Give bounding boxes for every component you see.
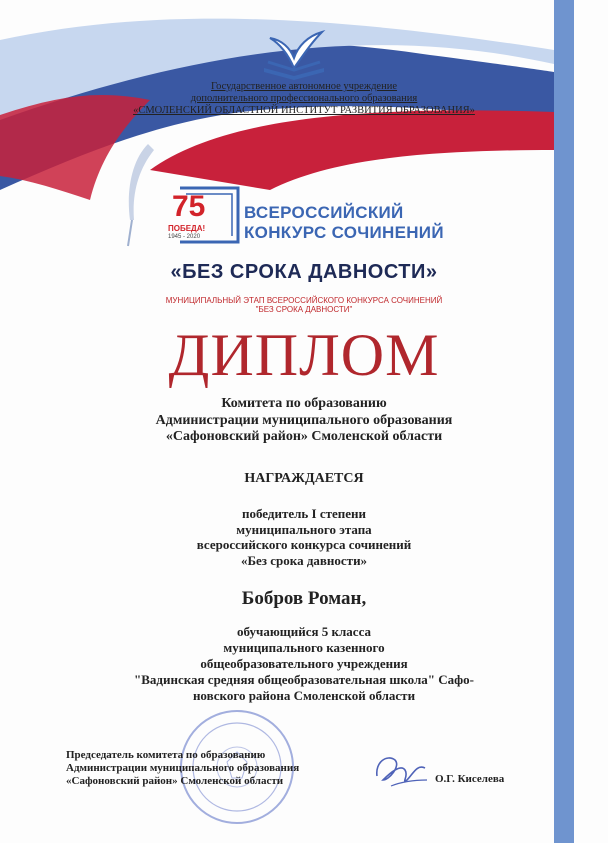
victory-years: 1945 - 2020 (168, 234, 201, 240)
reason-line-2: муниципального этапа (236, 521, 372, 537)
victory-word: ПОБЕДА! (168, 224, 206, 233)
institute-line-3: «СМОЛЕНСКИЙ ОБЛАСТНОЙ ИНСТИТУТ РАЗВИТИЯ ОБРАЗОВАНИЯ» (133, 105, 475, 116)
student-info (0, 624, 608, 704)
signer-name: О.Г. Киселева (435, 773, 505, 785)
student-line-4: "Вадинская средняя общеобразовательная школа" Сафо- (134, 672, 474, 687)
reason-line-1: победитель I степени (241, 506, 367, 521)
signatory-line-2: Администрации муниципального образования (66, 762, 300, 774)
winner-name: Бобров Роман, (241, 588, 367, 609)
awarded-heading: НАГРАЖДАЕТСЯ (244, 471, 364, 486)
award-reason (0, 506, 608, 568)
student-line-5: новского района Смоленской области (192, 688, 416, 703)
institute-emblem-icon (258, 30, 330, 80)
signatory-line-3: «Сафоновский район» Смоленской области (66, 775, 284, 787)
student-line-3: общеобразовательного учреждения (200, 656, 408, 671)
victory-number: 75 (172, 190, 206, 223)
contest-title-line-1: ВСЕРОССИЙСКИЙ (244, 203, 404, 222)
issuer-block (0, 396, 608, 446)
contest-stage (0, 296, 608, 314)
reason-line-3: всероссийского конкурса сочинений (196, 537, 412, 552)
issuer-line-3: «Сафоновский район» Смоленской области (165, 429, 443, 444)
handwritten-signature-icon (371, 750, 431, 790)
student-line-2: муниципального казенного (223, 640, 385, 655)
institute-line-2: дополнительного профессионального образования (190, 93, 418, 104)
contest-slogan: «БЕЗ СРОКА ДАВНОСТИ» (170, 261, 438, 283)
victory-75-logo (150, 186, 242, 255)
stage-line-1: МУНИЦИПАЛЬНЫЙ ЭТАП ВСЕРОССИЙСКОГО КОНКУРСА СОЧИНЕНИЙ (165, 296, 443, 305)
signatory-line-1: Председатель комитета по образованию (66, 749, 266, 761)
student-line-1: обучающийся 5 класса (236, 624, 371, 639)
issuer-line-2: Администрации муниципального образования (155, 412, 453, 428)
stage-line-2: "БЕЗ СРОКА ДАВНОСТИ" (255, 305, 353, 314)
contest-title-line-2: КОНКУРС СОЧИНЕНИЙ (244, 223, 444, 242)
diploma-title: ДИПЛОМ (168, 322, 440, 388)
institute-line-1: Государственное автономное учреждение (211, 81, 397, 92)
issuer-line-1: Комитета по образованию (221, 396, 387, 411)
contest-title (244, 203, 444, 243)
reason-line-4: «Без срока давности» (240, 552, 368, 568)
signatory-position (66, 749, 299, 788)
institute-name (0, 81, 608, 117)
